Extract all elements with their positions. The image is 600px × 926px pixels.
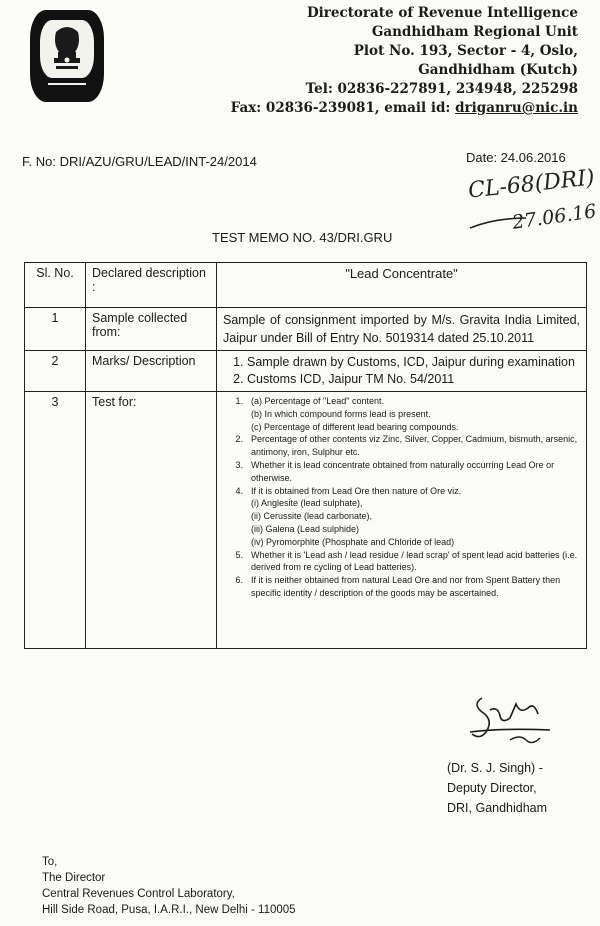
handwritten-underline <box>468 212 528 232</box>
table-row <box>25 392 587 649</box>
header-fax-line <box>231 99 578 118</box>
addressee-to: To, <box>42 856 58 868</box>
signatory-name: (Dr. S. J. Singh) - <box>447 761 543 775</box>
test-memo-table <box>24 262 587 649</box>
test-item: 5. Whether it is 'Lead ash / lead residue / lead scrap' of spent lead acid batteries (i.e. derived from re cycling of Lead batteries). <box>223 549 580 575</box>
memo-title: TEST MEMO NO. 43/DRI.GRU <box>212 230 393 245</box>
row-number: 3 <box>25 392 86 649</box>
office-header <box>231 4 578 118</box>
handwritten-date: 27.06.16 <box>510 200 598 234</box>
test-item: 6. If it is neither obtained from natural Lead Ore and nor from Spent Battery then specific identity / description of the goods may be ascertained. <box>223 574 580 600</box>
list-item: 1. Sample drawn by Customs, ICD, Jaipur during examination <box>247 354 580 371</box>
test-text: Whether it is 'Lead ash / lead residue / lead scrap' of spent lead acid batteries (i.e. derived from re cycling of Lead batteries). <box>251 549 578 573</box>
test-text: If it is neither obtained from natural Lead Ore and nor from Spent Battery then specific identity / description of the goods may be ascertained. <box>251 575 561 598</box>
col-sl-no: Sl. No. <box>25 263 86 308</box>
row-label: Test for: <box>86 392 217 649</box>
handwritten-reference: CL-68(DRI) <box>466 165 596 204</box>
addressee-block <box>42 854 296 918</box>
table-header-row <box>25 263 587 308</box>
list-item: 2. Customs ICD, Jaipur TM No. 54/2011 <box>247 371 580 388</box>
fax-label: Fax: 02836-239081, email id: <box>230 100 456 116</box>
table-row <box>25 308 587 351</box>
row-number: 2 <box>25 351 86 392</box>
test-subitem: (ii) Cerussite (lead carbonate), <box>251 511 373 522</box>
test-subitem: (iv) Pyromorphite (Phosphate and Chloride of lead) <box>251 536 455 547</box>
header-line-1: Directorate of Revenue Intelligence <box>306 5 578 21</box>
test-subitem: (iii) Galena (Lead sulphide) <box>251 523 360 534</box>
test-text: If it is obtained from Lead Ore then nature of Ore viz. <box>251 485 462 496</box>
test-subitem: (b) In which compound forms lead is present. <box>251 408 431 419</box>
row-label: Marks/ Description <box>86 351 217 392</box>
emblem-logo <box>30 10 104 102</box>
signatory-block <box>447 758 547 818</box>
test-item: 1. (a) Percentage of "Lead" content. <box>235 396 384 406</box>
test-text: (a) Percentage of "Lead" content. <box>251 396 384 406</box>
test-item: 3. Whether it is lead concentrate obtained from naturally occurring Lead Ore or otherwise. <box>223 459 580 485</box>
test-text: Percentage of other contents viz Zinc, Silver, Copper, Cadmium, bismuth, arsenic, antimony, iron, Sulphur etc. <box>251 434 578 458</box>
row-label: Sample collected from: <box>86 308 217 351</box>
lion-capital-icon <box>30 10 104 102</box>
signatory-office: DRI, Gandhidham <box>447 801 548 815</box>
file-number: F. No: DRI/AZU/GRU/LEAD/INT-24/2014 <box>22 154 257 169</box>
row-text <box>217 351 587 392</box>
signatory-designation: Deputy Director, <box>447 781 537 795</box>
addressee-address: Hill Side Road, Pusa, I.A.R.I., New Delhi - 110005 <box>42 904 296 916</box>
email-link[interactable]: driganru@nic.in <box>455 100 578 116</box>
addressee-title: The Director <box>42 872 106 884</box>
row-text: Sample of consignment imported by M/s. Gravita India Limited, Jaipur under Bill of Entry No. 5019314 dated 25.10.2011 <box>217 308 587 351</box>
header-line-3: Plot No. 193, Sector - 4, Oslo, <box>353 43 578 59</box>
addressee-org: Central Revenues Control Laboratory, <box>42 888 235 900</box>
memo-date: Date: 24.06.2016 <box>466 150 566 165</box>
tests-list <box>217 392 587 649</box>
test-subitem: (c) Percentage of different lead bearing compounds. <box>251 421 459 432</box>
test-item: 4. If it is obtained from Lead Ore then nature of Ore viz. <box>235 485 462 496</box>
row-number: 1 <box>25 308 86 351</box>
header-line-2: Gandhidham Regional Unit <box>371 24 578 40</box>
col-declared-value: "Lead Concentrate" <box>217 263 587 308</box>
test-item: 2. Percentage of other contents viz Zinc, Silver, Copper, Cadmium, bismuth, arsenic, antimony, iron, Sulphur etc. <box>223 433 580 459</box>
table-row <box>25 351 587 392</box>
header-line-4: Gandhidham (Kutch) <box>418 62 578 78</box>
test-text: Whether it is lead concentrate obtained from naturally occurring Lead Ore or otherwise. <box>251 459 555 483</box>
signature-scrawl <box>460 688 570 750</box>
header-line-5: Tel: 02836-227891, 234948, 225298 <box>305 81 578 97</box>
test-subitem: (i) Anglesite (lead sulphate), <box>251 498 363 509</box>
marks-list <box>223 354 580 388</box>
col-declared-description: Declared description : <box>86 263 217 308</box>
